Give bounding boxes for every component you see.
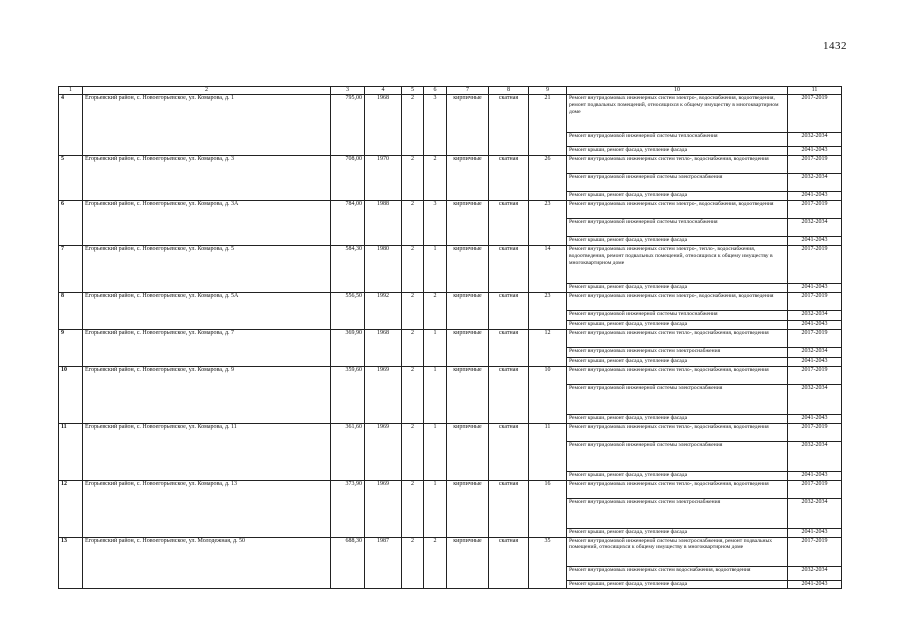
column-header: 4 <box>365 87 402 95</box>
column-header: 9 <box>529 87 567 95</box>
area-cell: 359,60 <box>331 366 365 423</box>
entrances-cell: 1 <box>424 330 447 366</box>
area-cell: 584,30 <box>331 246 365 293</box>
work-type-cell: Ремонт внутридомовых инженерных систем тепло-, водоснабжения, водоотведения <box>567 156 788 174</box>
wall-material-cell: кирпичные <box>447 293 489 330</box>
period-cell: 2032-2034 <box>788 566 842 580</box>
column-header: 6 <box>424 87 447 95</box>
area-cell: 373,90 <box>331 480 365 537</box>
residents-cell: 10 <box>529 366 567 423</box>
column-header: 1 <box>59 87 83 95</box>
residents-cell: 14 <box>529 246 567 293</box>
residents-cell: 21 <box>529 95 567 156</box>
work-type-cell: Ремонт внутридомовых инженерных систем электроснабжения <box>567 348 788 358</box>
residents-cell: 26 <box>529 156 567 201</box>
floors-cell: 2 <box>402 537 424 588</box>
period-cell: 2017-2019 <box>788 330 842 348</box>
floors-cell: 2 <box>402 330 424 366</box>
residents-cell: 35 <box>529 537 567 588</box>
area-cell: 795,00 <box>331 95 365 156</box>
period-cell: 2017-2019 <box>788 423 842 441</box>
row-number: 13 <box>59 537 83 588</box>
period-cell: 2017-2019 <box>788 246 842 284</box>
address-cell: Егорьевский район, с. Новоегорьевское, ул. Комарова, д. 3 <box>83 156 331 201</box>
header-row <box>59 87 842 95</box>
wall-material-cell: кирпичные <box>447 480 489 537</box>
work-type-cell: Ремонт крыши, ремонт фасада, утепление фасада <box>567 580 788 588</box>
work-type-cell: Ремонт внутридомовой инженерной системы теплоснабжения <box>567 219 788 237</box>
period-cell: 2041-2043 <box>788 414 842 423</box>
roof-type-cell: скатная <box>489 480 529 537</box>
column-header: 2 <box>83 87 331 95</box>
year-cell: 1968 <box>365 95 402 156</box>
year-cell: 1968 <box>365 330 402 366</box>
entrances-cell: 2 <box>424 537 447 588</box>
table-row <box>59 423 842 441</box>
address-cell: Егорьевский район, с. Новоегорьевское, ул. Комарова, д. 11 <box>83 423 331 480</box>
area-cell: 784,00 <box>331 201 365 246</box>
year-cell: 1992 <box>365 293 402 330</box>
address-cell: Егорьевский район, с. Новоегорьевское, ул. Комарова, д. 7 <box>83 330 331 366</box>
year-cell: 1970 <box>365 156 402 201</box>
address-cell: Егорьевский район, с. Новоегорьевское, ул. Комарова, д. 3А <box>83 201 331 246</box>
year-cell: 1969 <box>365 423 402 480</box>
work-type-cell: Ремонт крыши, ремонт фасада, утепление фасада <box>567 321 788 330</box>
address-cell: Егорьевский район, с. Новоегорьевское, ул. Комарова, д. 13 <box>83 480 331 537</box>
roof-type-cell: скатная <box>489 246 529 293</box>
period-cell: 2032-2034 <box>788 133 842 147</box>
roof-type-cell: скатная <box>489 201 529 246</box>
roof-type-cell: скатная <box>489 95 529 156</box>
year-cell: 1969 <box>365 366 402 423</box>
work-type-cell: Ремонт крыши, ремонт фасада, утепление фасада <box>567 528 788 537</box>
period-cell: 2017-2019 <box>788 95 842 133</box>
table-row <box>59 537 842 566</box>
entrances-cell: 1 <box>424 480 447 537</box>
address-cell: Егорьевский район, с. Новоегорьевское, ул. Комарова, д. 1 <box>83 95 331 156</box>
roof-type-cell: скатная <box>489 366 529 423</box>
floors-cell: 2 <box>402 423 424 480</box>
period-cell: 2041-2043 <box>788 528 842 537</box>
period-cell: 2032-2034 <box>788 219 842 237</box>
work-type-cell: Ремонт внутридомовых инженерных систем электро-, водоснабжения, водоотведения, ремонт подвальных помещений, относящихся к общему имуществу в многоквартирном доме <box>567 95 788 133</box>
row-number: 4 <box>59 95 83 156</box>
period-cell: 2032-2034 <box>788 498 842 528</box>
work-type-cell: Ремонт внутридомовых инженерных систем электро-, водоснабжения, водоотведения <box>567 293 788 311</box>
work-type-cell: Ремонт внутридомовой инженерной системы электроснабжения, ремонт подвальных помещений, относящихся к общему имуществу в многоквартирном доме <box>567 537 788 566</box>
entrances-cell: 2 <box>424 293 447 330</box>
period-cell: 2041-2043 <box>788 321 842 330</box>
floors-cell: 2 <box>402 201 424 246</box>
work-type-cell: Ремонт внутридомовой инженерной системы теплоснабжения <box>567 311 788 321</box>
floors-cell: 2 <box>402 366 424 423</box>
year-cell: 1988 <box>365 201 402 246</box>
address-cell: Егорьевский район, с. Новоегорьевское, ул. Молодежная, д. 50 <box>83 537 331 588</box>
row-number: 6 <box>59 201 83 246</box>
buildings-table <box>58 86 842 589</box>
roof-type-cell: скатная <box>489 156 529 201</box>
row-number: 12 <box>59 480 83 537</box>
residents-cell: 16 <box>529 480 567 537</box>
residents-cell: 12 <box>529 330 567 366</box>
floors-cell: 2 <box>402 480 424 537</box>
work-type-cell: Ремонт внутридомовой инженерной системы электроснабжения <box>567 174 788 192</box>
work-type-cell: Ремонт внутридомовых инженерных систем тепло-, водоснабжения, водоотведения <box>567 480 788 498</box>
roof-type-cell: скатная <box>489 293 529 330</box>
area-cell: 369,90 <box>331 330 365 366</box>
table-row <box>59 156 842 174</box>
period-cell: 2017-2019 <box>788 366 842 384</box>
period-cell: 2041-2043 <box>788 147 842 156</box>
table-row <box>59 293 842 311</box>
column-header: 5 <box>402 87 424 95</box>
period-cell: 2041-2043 <box>788 580 842 588</box>
floors-cell: 2 <box>402 293 424 330</box>
work-type-cell: Ремонт внутридомовых инженерных систем электро-, водоснабжения, водоотведения <box>567 201 788 219</box>
residents-cell: 23 <box>529 201 567 246</box>
work-type-cell: Ремонт внутридомовых инженерных систем электроснабжения <box>567 498 788 528</box>
period-cell: 2041-2043 <box>788 471 842 480</box>
work-type-cell: Ремонт крыши, ремонт фасада, утепление фасада <box>567 284 788 293</box>
address-cell: Егорьевский район, с. Новоегорьевское, ул. Комарова, д. 9 <box>83 366 331 423</box>
period-cell: 2017-2019 <box>788 156 842 174</box>
area-cell: 556,50 <box>331 293 365 330</box>
period-cell: 2041-2043 <box>788 192 842 201</box>
entrances-cell: 1 <box>424 366 447 423</box>
period-cell: 2041-2043 <box>788 358 842 366</box>
row-number: 11 <box>59 423 83 480</box>
roof-type-cell: скатная <box>489 330 529 366</box>
table-row <box>59 480 842 498</box>
table-row <box>59 330 842 348</box>
floors-cell: 2 <box>402 95 424 156</box>
wall-material-cell: кирпичные <box>447 95 489 156</box>
table-row <box>59 201 842 219</box>
area-cell: 688,30 <box>331 537 365 588</box>
wall-material-cell: кирпичные <box>447 366 489 423</box>
work-type-cell: Ремонт внутридомовых инженерных систем водоснабжения, водоотведения <box>567 566 788 580</box>
roof-type-cell: скатная <box>489 537 529 588</box>
work-type-cell: Ремонт внутридомовых инженерных систем тепло-, водоснабжения, водоотведения <box>567 330 788 348</box>
work-type-cell: Ремонт внутридомовой инженерной системы теплоснабжения <box>567 133 788 147</box>
work-type-cell: Ремонт крыши, ремонт фасада, утепление фасада <box>567 192 788 201</box>
period-cell: 2032-2034 <box>788 348 842 358</box>
roof-type-cell: скатная <box>489 423 529 480</box>
entrances-cell: 1 <box>424 246 447 293</box>
period-cell: 2032-2034 <box>788 174 842 192</box>
period-cell: 2041-2043 <box>788 284 842 293</box>
year-cell: 1969 <box>365 480 402 537</box>
table-body <box>59 95 842 589</box>
period-cell: 2017-2019 <box>788 201 842 219</box>
work-type-cell: Ремонт внутридомовой инженерной системы электроснабжения <box>567 384 788 414</box>
wall-material-cell: кирпичные <box>447 156 489 201</box>
wall-material-cell: кирпичные <box>447 537 489 588</box>
year-cell: 1987 <box>365 537 402 588</box>
work-type-cell: Ремонт крыши, ремонт фасада, утепление фасада <box>567 147 788 156</box>
row-number: 5 <box>59 156 83 201</box>
column-header: 11 <box>788 87 842 95</box>
column-header: 7 <box>447 87 489 95</box>
wall-material-cell: кирпичные <box>447 201 489 246</box>
work-type-cell: Ремонт крыши, ремонт фасада, утепление фасада <box>567 237 788 246</box>
table-row <box>59 95 842 133</box>
work-type-cell: Ремонт крыши, ремонт фасада, утепление фасада <box>567 414 788 423</box>
work-type-cell: Ремонт внутридомовых инженерных систем электро-, тепло-, водоснабжения, водоотведения, ремонт подвальных помещений, относящихся к общему имуществу в многоквартирном доме <box>567 246 788 284</box>
work-type-cell: Ремонт внутридомовых инженерных систем тепло-, водоснабжения, водоотведения <box>567 366 788 384</box>
table-row <box>59 246 842 284</box>
entrances-cell: 3 <box>424 95 447 156</box>
residents-cell: 23 <box>529 293 567 330</box>
residents-cell: 11 <box>529 423 567 480</box>
work-type-cell: Ремонт крыши, ремонт фасада, утепление фасада <box>567 471 788 480</box>
address-cell: Егорьевский район, с. Новоегорьевское, ул. Комарова, д. 5А <box>83 293 331 330</box>
page-number: 1432 <box>823 40 847 52</box>
row-number: 10 <box>59 366 83 423</box>
period-cell: 2017-2019 <box>788 537 842 566</box>
period-cell: 2032-2034 <box>788 384 842 414</box>
floors-cell: 2 <box>402 246 424 293</box>
row-number: 7 <box>59 246 83 293</box>
address-cell: Егорьевский район, с. Новоегорьевское, ул. Комарова, д. 5 <box>83 246 331 293</box>
column-header: 8 <box>489 87 529 95</box>
entrances-cell: 2 <box>424 156 447 201</box>
entrances-cell: 1 <box>424 423 447 480</box>
floors-cell: 2 <box>402 156 424 201</box>
row-number: 8 <box>59 293 83 330</box>
column-header: 10 <box>567 87 788 95</box>
area-cell: 361,60 <box>331 423 365 480</box>
wall-material-cell: кирпичные <box>447 246 489 293</box>
wall-material-cell: кирпичные <box>447 330 489 366</box>
period-cell: 2032-2034 <box>788 441 842 471</box>
column-header: 3 <box>331 87 365 95</box>
year-cell: 1980 <box>365 246 402 293</box>
area-cell: 708,00 <box>331 156 365 201</box>
wall-material-cell: кирпичные <box>447 423 489 480</box>
work-type-cell: Ремонт внутридомовой инженерной системы электроснабжения <box>567 441 788 471</box>
table-row <box>59 366 842 384</box>
period-cell: 2032-2034 <box>788 311 842 321</box>
period-cell: 2017-2019 <box>788 480 842 498</box>
row-number: 9 <box>59 330 83 366</box>
period-cell: 2041-2043 <box>788 237 842 246</box>
work-type-cell: Ремонт крыши, ремонт фасада, утепление фасада <box>567 358 788 366</box>
period-cell: 2017-2019 <box>788 293 842 311</box>
work-type-cell: Ремонт внутридомовых инженерных систем тепло-, водоснабжения, водоотведения <box>567 423 788 441</box>
entrances-cell: 3 <box>424 201 447 246</box>
